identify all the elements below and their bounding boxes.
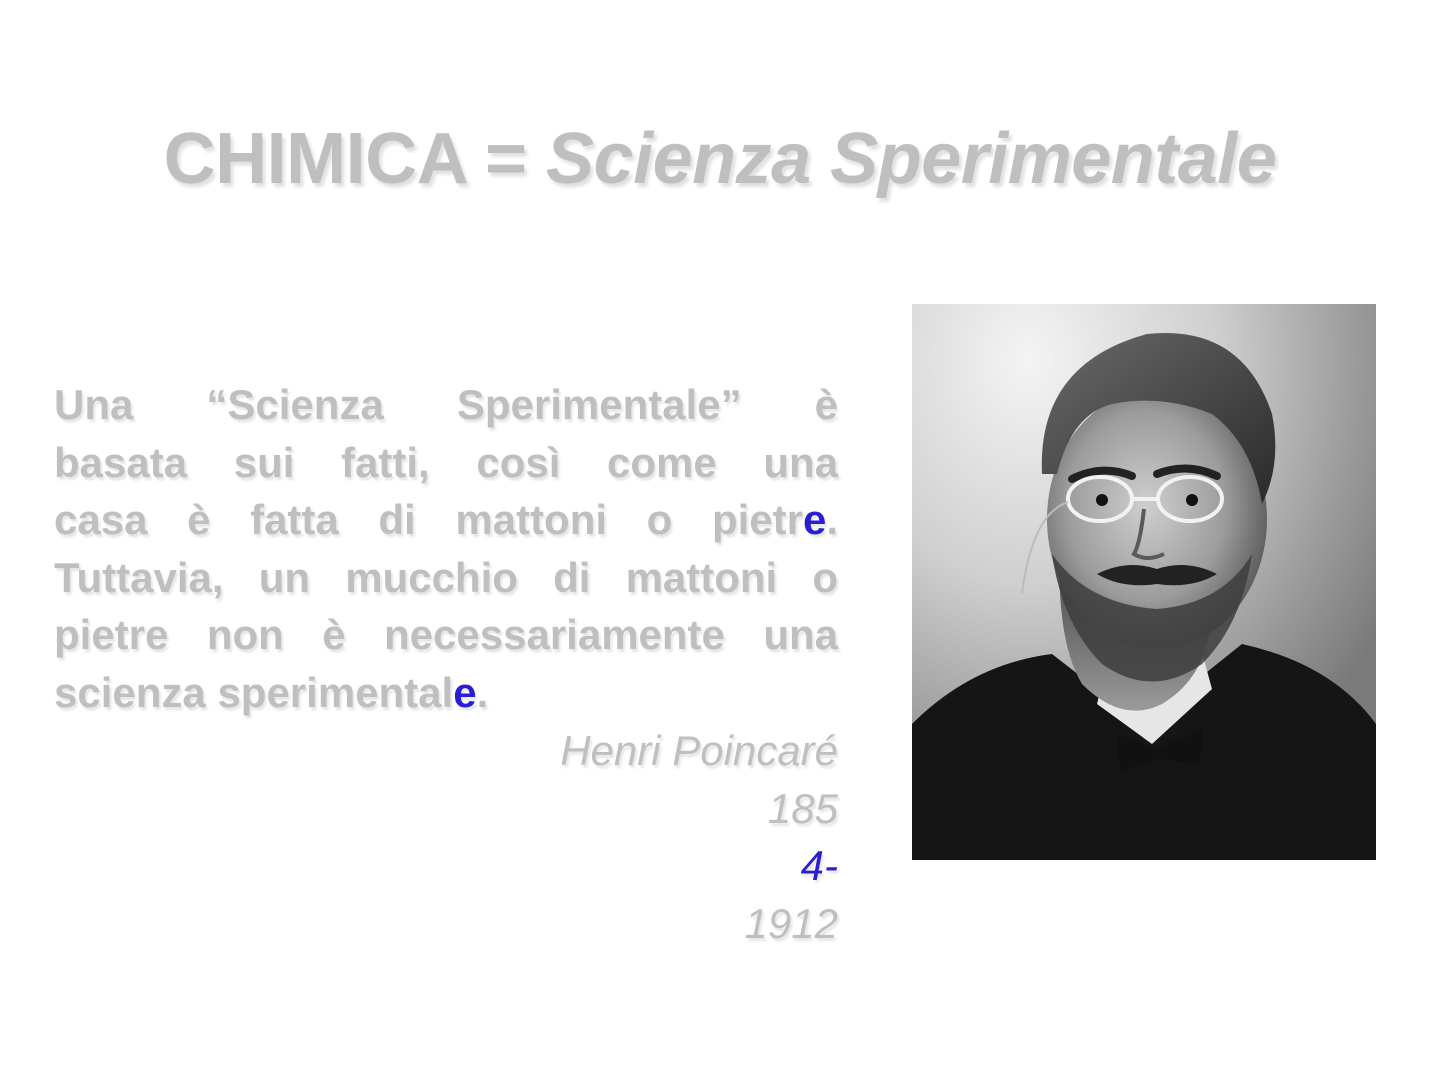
quote-word: o	[812, 553, 839, 601]
quote-block	[54, 376, 838, 721]
quote-line-4	[54, 549, 838, 607]
years-start: 185	[767, 784, 838, 832]
highlight-letter: e	[453, 668, 477, 716]
quote-word: è	[187, 496, 211, 543]
quote-word: di	[553, 553, 591, 601]
author-years	[54, 780, 838, 953]
quote-word: è	[322, 611, 346, 658]
quote-word: pietre	[54, 611, 169, 658]
quote-word: casa	[54, 496, 148, 543]
quote-line-1	[54, 376, 838, 434]
quote-word: pietr	[711, 496, 803, 543]
quote-word: mattoni	[625, 553, 778, 601]
quote-word: come	[607, 438, 717, 486]
title-italic: Scienza Sperimentale	[546, 119, 1277, 199]
quote-word: non	[206, 611, 284, 658]
eye-left	[1096, 494, 1108, 506]
quote-word: così	[476, 438, 561, 486]
author-name: Henri Poincaré	[560, 727, 838, 774]
quote-word: mattoni	[455, 496, 608, 543]
quote-word: una	[763, 438, 839, 486]
quote-word: basata	[54, 438, 188, 486]
quote-word: necessariamente	[384, 611, 725, 658]
quote-word: Tuttavia,	[54, 553, 224, 601]
quote-period: .	[476, 668, 489, 716]
portrait-illustration	[912, 304, 1376, 860]
highlight-letter: e	[802, 496, 827, 543]
quote-line-3	[54, 491, 838, 549]
quote-word: mucchio	[345, 553, 518, 601]
quote-word: o	[646, 496, 673, 543]
title-main: CHIMICA =	[163, 119, 547, 199]
author-portrait	[912, 304, 1376, 860]
quote-word: fatta	[250, 496, 339, 543]
quote-line-5	[54, 606, 838, 664]
years-end: 1912	[744, 899, 838, 947]
eye-right	[1186, 494, 1198, 506]
quote-word: “Scienza	[206, 381, 384, 428]
quote-word: sperimental	[217, 668, 454, 716]
quote-attribution	[54, 722, 838, 952]
quote-line-2	[54, 434, 838, 492]
quote-word: una	[763, 611, 839, 658]
quote-word: è	[814, 381, 839, 428]
quote-word: un	[258, 553, 311, 601]
years-highlight: 4-	[800, 842, 838, 889]
quote-word: scienza	[54, 668, 206, 716]
quote-word: Una	[54, 381, 134, 428]
quote-word: Sperimentale”	[456, 381, 742, 428]
quote-line-6	[54, 664, 838, 722]
slide-title	[0, 118, 1440, 200]
quote-word: di	[378, 496, 416, 543]
quote-period: .	[826, 496, 839, 543]
quote-word-highlighted	[217, 669, 488, 716]
quote-word-highlighted	[712, 496, 838, 543]
quote-word: fatti,	[341, 438, 430, 486]
quote-word: sui	[233, 438, 295, 486]
